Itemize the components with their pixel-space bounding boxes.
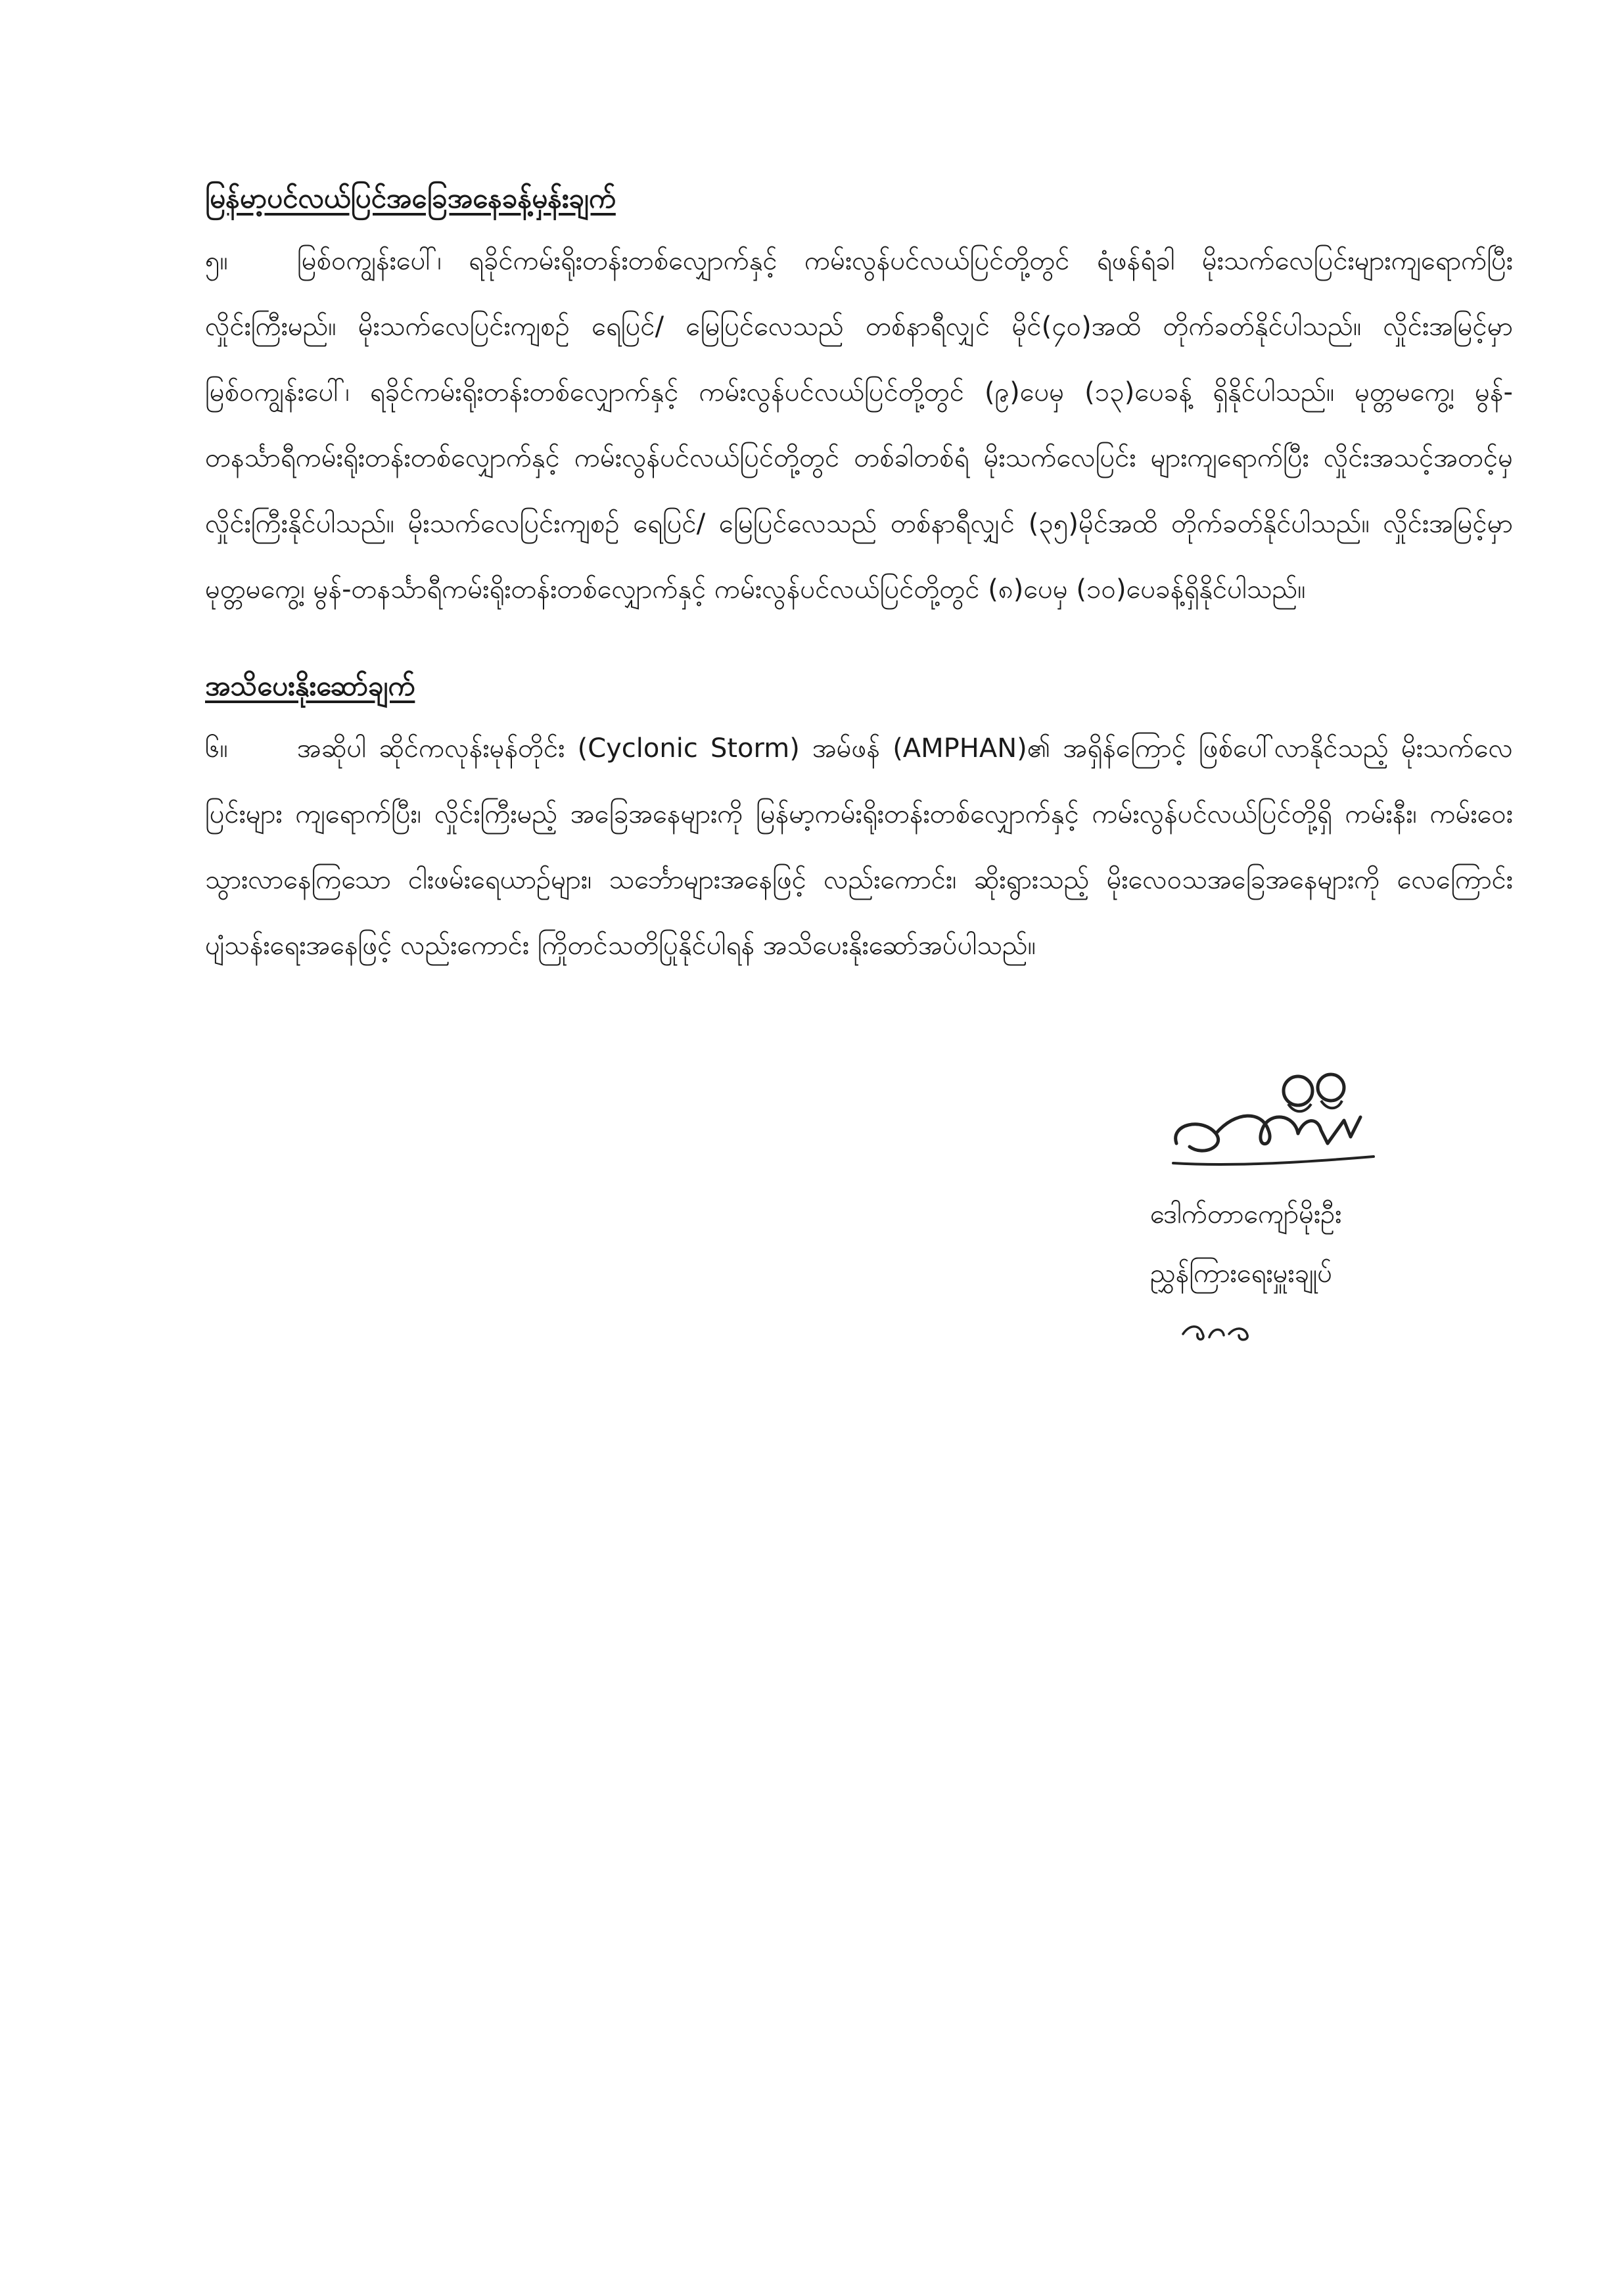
paragraph-text: မြစ်ဝကျွန်းပေါ်၊ ရခိုင်ကမ်းရိုးတန်းတစ်လျှောက်နှင့် ကမ်းလွန်ပင်လယ်ပြင်တို့တွင် ရံဖန်ရံခါ မိုးသက်လေပြင်းများကျရောက်ပြီး လှိုင်းကြီးမည်။ မိုးသက်လေပြင်းကျစဉ် ရေပြင်/ မြေပြင်လေသည် တစ်နာရီလျှင် မိုင်(၄၀)အထိ တိုက်ခတ်နိုင်ပါသည်။ လှိုင်းအမြင့်မှာ မြစ်ဝကျွန်းပေါ်၊ ရခိုင်ကမ်းရိုးတန်းတစ်လျှောက်နှင့် ကမ်းလွန်ပင်လယ်ပြင်တို့တွင် (၉)ပေမှ (၁၃)ပေခန့် ရှိနိုင်ပါသည်။ မုတ္တမကွေ့၊ မွန်-တနင်္သာရီကမ်းရိုးတန်းတစ်လျှောက်နှင့် ကမ်းလွန်ပင်လယ်ပြင်တို့တွင် တစ်ခါတစ်ရံ မိုးသက်လေပြင်း များကျရောက်ပြီး လှိုင်းအသင့်အတင့်မှ လှိုင်းကြီးနိုင်ပါသည်။ မိုးသက်လေပြင်းကျစဉ် ရေပြင်/ မြေပြင်လေသည် တစ်နာရီလျှင် (၃၅)မိုင်အထိ တိုက်ခတ်နိုင်ပါသည်။ လှိုင်းအမြင့်မှာ မုတ္တမကွေ့၊ မွန်-တနင်္သာရီကမ်းရိုးတန်းတစ်လျှောက်နှင့် ကမ်းလွန်ပင်လယ်ပြင်တို့တွင် (၈)ပေမှ (၁၀)ပေခန့်ရှိနိုင်ပါသည်။ (205, 246, 1513, 605)
paragraph-text: အဆိုပါ ဆိုင်ကလုန်းမုန်တိုင်း (Cyclonic Storm) အမ်ဖန် (AMPHAN)၏ အရှိန်ကြောင့် ဖြစ်ပေါ်လာနိုင်သည့် မိုးသက်လေပြင်းများ ကျရောက်ပြီး၊ လှိုင်းကြီးမည့် အခြေအနေများကို မြန်မာ့ကမ်းရိုးတန်းတစ်လျှောက်နှင့် ကမ်းလွန်ပင်လယ်ပြင်တို့ရှိ ကမ်းနီး၊ ကမ်းဝေး သွားလာနေကြသော ငါးဖမ်းရေယာဉ်များ၊ သင်္ဘောများအနေဖြင့် လည်းကောင်း၊ ဆိုးရွားသည့် မိုးလေဝသအခြေအနေများကို လေကြောင်းပျံသန်းရေးအနေဖြင့် လည်းကောင်း ကြိုတင်သတိပြုနိုင်ပါရန် အသိပေးနိုးဆော်အပ်ပါသည်။ (205, 733, 1513, 961)
handwritten-signature (1163, 1065, 1400, 1183)
paragraph-5 (205, 228, 1513, 622)
signature-block (1150, 1065, 1518, 1406)
paragraph-number: ၅။ (205, 246, 228, 277)
section-heading-advisory: အသိပေးနိုးဆော်ချက် (205, 670, 415, 702)
handwritten-mark (1176, 1314, 1255, 1347)
advisory-section (205, 664, 1513, 978)
section-heading-sea-outlook: မြန်မာ့ပင်လယ်ပြင်အခြေအနေခန့်မှန်းချက် (205, 182, 616, 214)
paragraph-number: ၆။ (205, 733, 228, 764)
signatory-name: ဒေါက်တာကျော်မိုးဦး (1150, 1199, 1342, 1229)
myanmar-sea-outlook-section (205, 176, 1513, 622)
paragraph-6 (205, 716, 1513, 978)
signatory-title: ညွှန်ကြားရေးမှူးချုပ် (1150, 1258, 1333, 1289)
